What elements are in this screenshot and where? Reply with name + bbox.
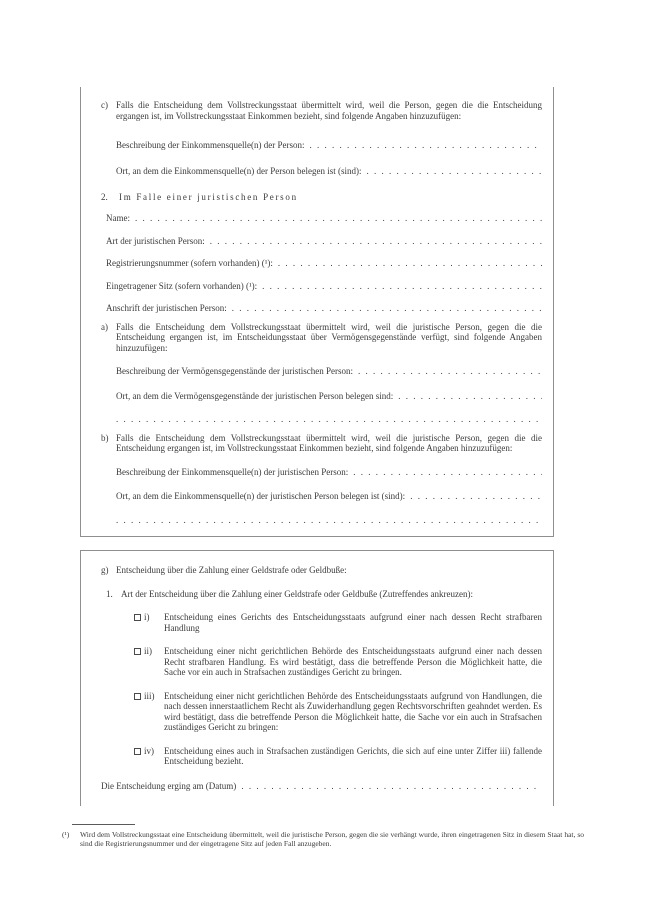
checkbox-ii[interactable] [134, 648, 141, 655]
fill-in-line[interactable] [405, 491, 542, 502]
option-iv-text: Entscheidung eines auch in Strafsachen zuständigen Gerichts, die sich auf eine unter Ziffer iii) fallende Entscheidung bezieht. [164, 745, 542, 766]
field-registered-seat: Eingetragener Sitz (sofern vorhanden) (¹): . . . [106, 281, 542, 292]
option-iv-number: iv) [144, 745, 154, 756]
item-c-label: c) [101, 100, 108, 110]
fill-in-line[interactable] [236, 781, 542, 792]
fill-in-line[interactable] [116, 414, 542, 425]
option-i-row [134, 612, 542, 633]
option-i-number: i) [144, 612, 150, 622]
item-b-label: b) [101, 432, 109, 443]
field-name: Name: . . . [106, 213, 542, 224]
form-box-decision-g [80, 550, 554, 806]
footnote-1 [62, 830, 584, 848]
option-ii-number: ii) [144, 646, 152, 656]
checkbox-cell [134, 612, 144, 633]
fill-in-line[interactable] [353, 366, 542, 377]
section-2-heading: 2. Im Falle einer juristischen Person [101, 192, 298, 202]
field-income-source-legal-person: Beschreibung der Einkommensquelle(n) der juristischen Person: . . . [116, 467, 542, 478]
fill-in-line[interactable] [116, 515, 542, 526]
footnote-text: Wird dem Vollstreckungsstaat eine Entscheidung übermittelt, weil die juristische Person, gegen die sie verhängt wurde, ihren eingetragenen Sitz in diesem Staat hat, so sind die Registrierungsnummer und der eingetragene Sitz auf jeden Fall anzugeben. [80, 830, 584, 848]
fill-in-line[interactable] [257, 281, 542, 292]
option-iii-text: Entscheidung einer nicht gerichtlichen Behörde des Entscheidungsstaats aufgrund von Handlungen, die nach dessen innerstaatlichem Recht als Zuwiderhandlung gegen Rechtsvorschriften geahndet werden. Es wird bestätigt, dass die betreffende Person die Möglichkeit hatte, die Sache vor ein auch in Strafsachen zuständiges Gericht zu bringen: [164, 690, 542, 732]
footnote-marker: (¹) [62, 830, 70, 839]
section-2-title: Im Falle einer juristischen Person [119, 192, 298, 202]
fill-in-line[interactable] [304, 140, 542, 151]
fill-in-line[interactable] [205, 236, 542, 247]
checkbox-iv[interactable] [134, 748, 141, 755]
form-box-natural-person-continued [80, 87, 554, 537]
item-a-text: Falls die Entscheidung dem Vollstreckungsstaat übermittelt wird, weil die juristische Person, gegen die die Entscheidung ergangen ist, im Entscheidungsstaat über Vermögensgegenstände verfügt, sind folgende Angaben hinzuzufügen: [116, 321, 542, 353]
item-b [101, 433, 542, 454]
footnote-separator [72, 824, 135, 825]
fill-in-line[interactable] [273, 258, 542, 269]
fill-in-line[interactable] [130, 213, 542, 224]
option-ii-row [134, 646, 542, 678]
fill-in-line[interactable] [348, 467, 542, 478]
field-income-source-person: Beschreibung der Einkommensquelle(n) der Person: . . . [116, 140, 542, 151]
item-a-label: a) [101, 321, 108, 332]
option-iv-row [134, 746, 542, 767]
checkbox-i[interactable] [134, 614, 141, 621]
fill-in-line[interactable] [361, 166, 542, 177]
item-b-text: Falls die Entscheidung dem Vollstreckungsstaat übermittelt wird, weil die juristische Person, gegen die die Entscheidung ergangen ist, im Vollstreckungsstaat Einkommen bezieht, sind folgende Angaben hinzuzufügen: [116, 432, 542, 453]
field-assets-location: Ort, an dem die Vermögensgegenstände der juristischen Person belegen sind: . . . [116, 391, 542, 402]
option-i-text: Entscheidung eines Gerichts des Entscheidungsstaats aufgrund einer nach dessen Recht strafbaren Handlung [164, 612, 542, 633]
option-iii-row [134, 691, 542, 733]
checkbox-cell [134, 746, 144, 767]
item-g1 [106, 589, 542, 600]
item-a [101, 322, 542, 354]
field-legal-person-address: Anschrift der juristischen Person: . . . [106, 303, 542, 314]
checkbox-cell [134, 691, 144, 733]
field-income-location-person: Ort, an dem die Einkommensquelle(n) der Person belegen ist (sind): . . . [116, 166, 542, 177]
field-income-location-legal-person: Ort, an dem die Einkommensquelle(n) der juristischen Person belegen ist (sind): . . . [116, 491, 542, 502]
field-assets-description: Beschreibung der Vermögensgegenstände der juristischen Person: . . . [116, 366, 542, 377]
item-g-label: g) [101, 565, 109, 575]
item-g [101, 565, 542, 576]
item-g-title: Entscheidung über die Zahlung einer Geldstrafe oder Geldbuße: [116, 565, 347, 575]
fill-in-line[interactable] [227, 303, 542, 314]
checkbox-cell [134, 646, 144, 678]
item-g1-title: Art der Entscheidung über die Zahlung einer Geldstrafe oder Geldbuße (Zutreffendes ankreuzen): [121, 588, 473, 599]
field-decision-date: Die Entscheidung erging am (Datum) . . . [101, 781, 542, 792]
option-ii-text: Entscheidung einer nicht gerichtlichen Behörde des Entscheidungsstaats aufgrund einer nach dessen Recht strafbaren Handlung. Es wird bestätigt, dass die betreffende Person die Möglichkeit hatte, die Sache vor ein auch in Strafsachen zuständiges Gericht zu bringen. [164, 646, 542, 677]
field-legal-person-type: Art der juristischen Person: . . . [106, 236, 542, 247]
checkbox-iii[interactable] [134, 693, 141, 700]
item-g1-label: 1. [106, 588, 113, 599]
option-iii-number: iii) [144, 690, 155, 701]
field-registration-number: Registrierungsnummer (sofern vorhanden) (¹): . . . [106, 258, 542, 269]
item-c-text: Falls die Entscheidung dem Vollstreckungsstaat übermittelt wird, weil die Person, gegen die die Entscheidung ergangen ist, im Vollstreckungsstaat Einkommen bezieht, sind folgende Angaben hinzuzufügen: [116, 100, 542, 121]
item-c [101, 100, 542, 121]
fill-in-line[interactable] [393, 391, 542, 402]
